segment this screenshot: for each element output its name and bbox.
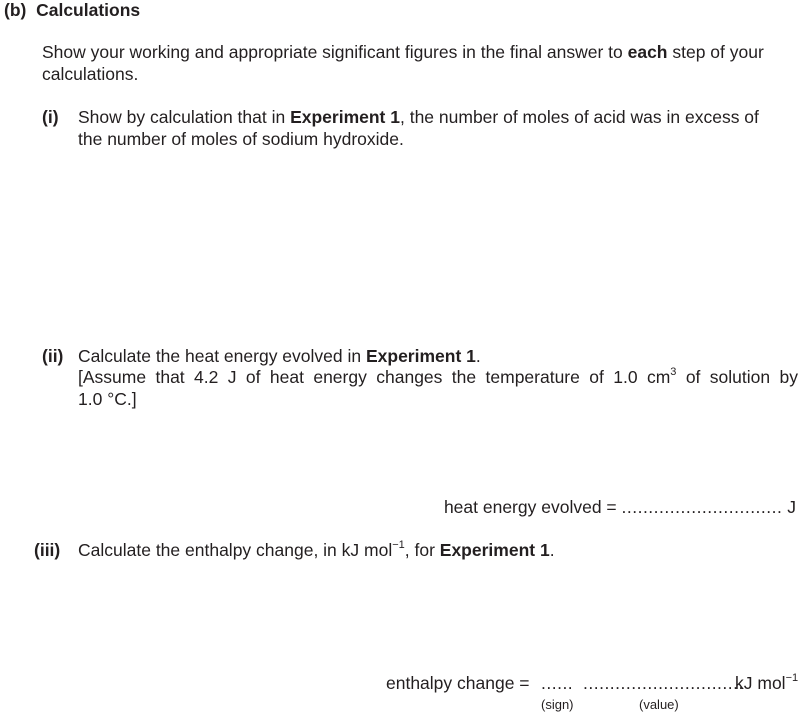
heat-energy-label: heat energy evolved = xyxy=(443,497,622,517)
heat-energy-answer-line xyxy=(444,497,796,518)
question-i-line-2: the number of moles of sodium hydroxide. xyxy=(78,129,404,149)
enthalpy-value-blank[interactable]: .............................. xyxy=(583,673,744,693)
question-iii-text-mid: , for xyxy=(404,540,440,560)
question-iii-bold: Experiment 1 xyxy=(439,540,550,560)
part-b-label: (b) xyxy=(4,0,27,20)
enthalpy-unit xyxy=(735,673,798,694)
assumption-text: [Assume that 4.2 J of heat energy changes the temperature of 1.0 cm xyxy=(78,367,671,387)
intro-line-2: calculations. xyxy=(42,64,139,84)
enthalpy-unit-text: kJ mol xyxy=(735,673,786,693)
question-ii-assumption xyxy=(78,367,798,388)
question-iii-superscript: −1 xyxy=(392,539,405,552)
question-ii-text: Calculate the heat energy evolved in xyxy=(78,346,366,366)
question-ii-line-1 xyxy=(78,346,481,367)
heat-energy-answer-blank[interactable]: .............................. xyxy=(621,497,783,517)
assumption-superscript: 3 xyxy=(670,366,677,379)
question-i-bold: Experiment 1 xyxy=(290,107,400,127)
answer-space-ii[interactable] xyxy=(42,420,782,490)
answer-space-iii[interactable] xyxy=(42,575,782,665)
enthalpy-sign-blank[interactable]: ...... xyxy=(541,673,574,693)
question-i-line-1 xyxy=(78,107,759,128)
question-i-text-end: , the number of moles of acid was in excess of xyxy=(399,107,759,127)
question-ii-assumption-line-2: 1.0 °C.] xyxy=(78,389,137,409)
question-iii-label: (iii) xyxy=(34,540,61,560)
question-ii-text-end: . xyxy=(475,346,481,366)
question-iii-line-1 xyxy=(78,540,555,561)
intro-text-end: step of your xyxy=(667,42,764,62)
assumption-text-end: of solution by xyxy=(676,367,798,387)
answer-space-i[interactable] xyxy=(42,160,782,340)
part-b-title: Calculations xyxy=(36,0,141,20)
enthalpy-unit-superscript: −1 xyxy=(785,672,799,685)
enthalpy-answer-label: enthalpy change = xyxy=(386,673,530,693)
sign-caption: (sign) xyxy=(541,697,574,712)
question-iii-text-end: . xyxy=(549,540,555,560)
intro-line-1 xyxy=(42,42,764,63)
part-b-heading xyxy=(4,0,140,21)
question-ii-label: (ii) xyxy=(42,346,64,366)
intro-bold: each xyxy=(627,42,668,62)
intro-text: Show your working and appropriate significant figures in the final answer to xyxy=(42,42,628,62)
question-i-label: (i) xyxy=(42,107,59,127)
value-caption: (value) xyxy=(639,697,679,712)
question-i-text: Show by calculation that in xyxy=(78,107,291,127)
question-iii-text: Calculate the enthalpy change, in kJ mol xyxy=(78,540,393,560)
question-ii-bold: Experiment 1 xyxy=(365,346,476,366)
heat-energy-unit: J xyxy=(782,497,796,517)
